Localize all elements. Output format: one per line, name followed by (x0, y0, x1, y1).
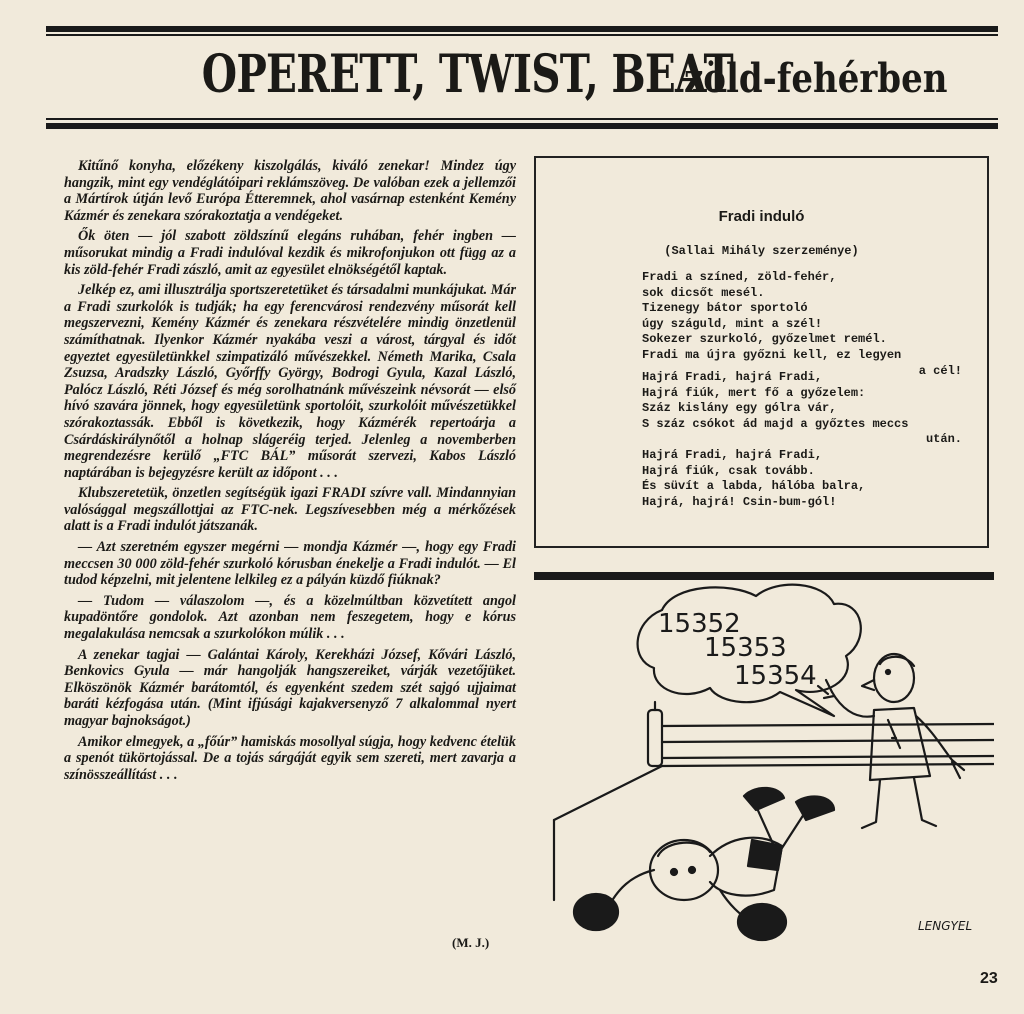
article-paragraph: Ők öten — jól szabott zöldszínű elegáns ruhában, fehér ingben — műsorukat mindig a Fradi indulóval kezdik és mikrofonjukon ott függ az a kis zöld-fehér Fradi zászló, amit az egyesület elnökségétől kaptak. (64, 228, 516, 278)
poem-line: után. (925, 432, 962, 447)
ring-rope (662, 740, 994, 742)
article-body (64, 158, 516, 787)
poem-line: S száz csókot ád majd a győztes meccs (642, 416, 909, 431)
article-paragraph: Amikor elmegyek, a „főúr” hamiskás mosollyal súgja, hogy kedvenc ételük a spenót tükörtojással. De a tojás sárgáját egyik sem szereti, mert zavarja a színösszeállítást . . . (64, 733, 516, 783)
headline-tail: zöld-fehérben (684, 55, 948, 102)
poem-stanza-1 (642, 270, 962, 379)
poem-subtitle: (Sallai Mihály szerzeménye) (664, 244, 859, 258)
poem-stanza-3 (642, 448, 962, 510)
poem-box (534, 156, 989, 548)
ring-post (648, 710, 662, 766)
top-rule-thin (46, 34, 998, 36)
headline-rule (46, 123, 998, 129)
article-signature: (M. J.) (452, 935, 490, 950)
ring-rope (662, 756, 994, 758)
article-paragraph: Klubszeretetük, önzetlen segítségük igazi FRADI szívre vall. Mindannyian valósággal megszállottjai az FTC-nek. Legszívesebben még a mérkőzések alatt is a Fradi indulót játszanák. (64, 485, 516, 535)
boxing-glove (738, 904, 786, 940)
article-paragraph: A zenekar tagjai — Galántai Károly, Kerekházi József, Kővári László, Benkovics Gyula — már hangolják hangszereiket, várják vezetőjüket. Elköszönök Kázmér barátomtól, és egyenként szedem szét sajgó ujjaimat baráti kézfogása után. (Mint ifjúsági kajakversenyző 7 alkalommal nyert magyar bajnokságot.) (64, 646, 516, 729)
poem-line: Száz kislány egy gólra vár, (642, 401, 837, 416)
article-paragraph: Kitűnő konyha, előzékeny kiszolgálás, kiváló zenekar! Mindez úgy hangzik, mint egy vendéglátóipari reklámszöveg. De valóban ezek a jellemzői a Mártírok útján levő Európa Étteremnek, ahol vasárnap estenként Kemény Kázmér és zenekara szórakoztatja a vendégeket. (64, 158, 516, 224)
boxer-shoe (744, 788, 784, 810)
article-paragraph: — Azt szeretném egyszer megérni — mondja Kázmér —, hogy egy Fradi meccsen 30 000 zöld-fehér szurkoló kórusban énekelje a Fradi indulót. — El tudod képzelni, mit jelentene lelkileg ez a pályán küzdő fiúknak? (64, 539, 516, 589)
referee-body (870, 708, 930, 780)
poem-line: Fradi a színed, zöld-fehér, (642, 270, 837, 284)
article-paragraph: Jelkép ez, ami illusztrálja sportszeretetüket és társadalmi munkájukat. Már a Fradi szurkolók is tudják; ha egy ferencvárosi rendezvény műsorát kell megszervezni, Kemény Kázmér és zenekara részvételére mindig önzetlenül számíthatnak. Ilyenkor Kázmér nyakába veszi a várost, tárgyal és időt egyeztet egyesületünkkel szimpatizáló művészekkel. Németh Marika, Csala Zsuzsa, Aradszky László, Győrffy György, Bodrogi Gyula, Kazal László, Palócz László, Réti József és még sorolhatnánk művészeink névsorát — első hívó szavára jönnek, hogy egyesületünk sportolóit, szurkolóit művészetükkel szórakoztassák. Ebből is következik, hogy Kázmérék repertoárja a Csárdáskirálynőtől a holnap slágeréig terjed. Jelenleg a novemberben megrendezésre kerülő „FTC BÁL” műsorát szervezi, Kabos László naptárában is bejegyzésre került az időpont . . . (64, 282, 516, 481)
ring-rope (662, 724, 994, 726)
boxer-shorts (748, 840, 782, 870)
poem-line: Hajrá fiúk, csak tovább. (642, 463, 815, 478)
poem-line: Hajrá Fradi, hajrá Fradi, (642, 370, 823, 384)
referee-legs (862, 778, 936, 828)
poem-line: Tizenegy bátor sportoló (642, 301, 808, 316)
artist-signature: LENGYEL (918, 919, 973, 933)
headline-main: OPERETT, TWIST, BEAT (201, 44, 733, 105)
article-paragraph: — Tudom — válaszolom —, és a közelmúltban közvetített angol kupadöntőre gondolok. Azt azonban nem feszegetem, hogy e kórus megalakulása nemcsak a szurkolókon múlik . . . (64, 592, 516, 643)
boxing-cartoon (534, 570, 994, 948)
poem-line: Fradi ma újra győzni kell, ez legyen (642, 347, 902, 362)
count-number: 15352 (658, 609, 741, 639)
poem-line: Hajrá fiúk, mert fő a győzelem: (642, 385, 866, 400)
count-number: 15353 (704, 633, 787, 663)
poem-line: úgy száguld, mint a szél! (642, 316, 823, 331)
boxer-arm (610, 870, 654, 904)
poem-line: Hajrá Fradi, hajrá Fradi, (642, 448, 823, 462)
headline (50, 44, 996, 112)
page-number: 23 (980, 970, 998, 987)
headline-rule-thin (46, 118, 998, 120)
top-rule (46, 26, 998, 32)
poem-line: a cél! (918, 363, 962, 378)
poem-line: És süvít a labda, hálóba balra, (642, 479, 866, 494)
count-number: 15354 (734, 661, 817, 691)
referee-arm (832, 692, 874, 717)
poem-line: Sokezer szurkoló, győzelmet remél. (642, 332, 887, 347)
poem-stanza-2 (642, 370, 962, 448)
poem-line: sok dicsőt mesél. (642, 285, 765, 300)
boxing-glove (574, 894, 618, 930)
poem-title: Fradi induló (718, 208, 805, 225)
referee-nose (862, 680, 874, 690)
poem-line: Hajrá, hajrá! Csin-bum-gól! (642, 494, 837, 509)
